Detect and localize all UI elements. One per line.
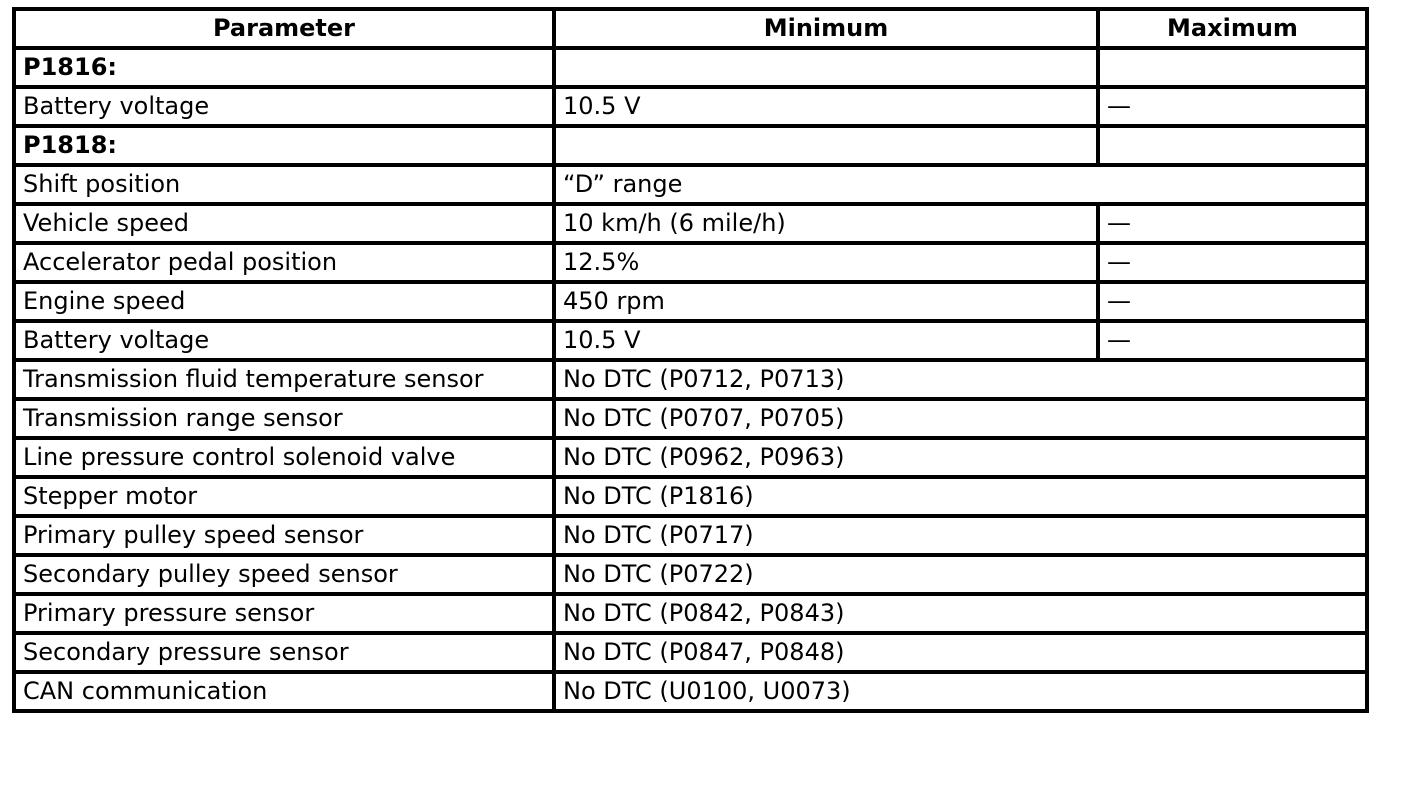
parameter-cell: Battery voltage	[14, 87, 554, 126]
parameter-cell: Vehicle speed	[14, 204, 554, 243]
parameter-cell: Secondary pulley speed sensor	[14, 555, 554, 594]
header-minimum: Minimum	[554, 9, 1098, 48]
maximum-cell	[1098, 48, 1367, 87]
parameter-cell: Accelerator pedal position	[14, 243, 554, 282]
minimum-cell: No DTC (P0847, P0848)	[554, 633, 1367, 672]
parameter-cell: Line pressure control solenoid valve	[14, 438, 554, 477]
maximum-cell: —	[1098, 282, 1367, 321]
table-row	[14, 594, 1367, 633]
maximum-cell: —	[1098, 243, 1367, 282]
minimum-cell	[554, 126, 1098, 165]
table-row	[14, 633, 1367, 672]
group-header-row	[14, 48, 1367, 87]
minimum-cell: No DTC (P0712, P0713)	[554, 360, 1367, 399]
header-maximum: Maximum	[1098, 9, 1367, 48]
minimum-cell: “D” range	[554, 165, 1367, 204]
table-row	[14, 360, 1367, 399]
minimum-cell: 450 rpm	[554, 282, 1098, 321]
table-row	[14, 165, 1367, 204]
minimum-cell: No DTC (U0100, U0073)	[554, 672, 1367, 711]
parameter-cell: Shift position	[14, 165, 554, 204]
minimum-cell: No DTC (P0842, P0843)	[554, 594, 1367, 633]
table-row	[14, 477, 1367, 516]
minimum-cell: 12.5%	[554, 243, 1098, 282]
table-row	[14, 555, 1367, 594]
parameter-cell: Transmission fluid temperature sensor	[14, 360, 554, 399]
table-row	[14, 282, 1367, 321]
table-row	[14, 204, 1367, 243]
minimum-cell: No DTC (P0962, P0963)	[554, 438, 1367, 477]
header-parameter: Parameter	[14, 9, 554, 48]
parameter-cell: CAN communication	[14, 672, 554, 711]
table-row	[14, 516, 1367, 555]
table-row	[14, 321, 1367, 360]
minimum-cell	[554, 48, 1098, 87]
table-row	[14, 87, 1367, 126]
maximum-cell: —	[1098, 204, 1367, 243]
maximum-cell: —	[1098, 321, 1367, 360]
table-row	[14, 672, 1367, 711]
table-header-row	[14, 9, 1367, 48]
conditions-table	[12, 7, 1369, 713]
parameter-cell: Engine speed	[14, 282, 554, 321]
parameter-cell: Transmission range sensor	[14, 399, 554, 438]
minimum-cell: No DTC (P1816)	[554, 477, 1367, 516]
dtc-code-label: P1816:	[14, 48, 554, 87]
maximum-cell: —	[1098, 87, 1367, 126]
parameter-cell: Stepper motor	[14, 477, 554, 516]
maximum-cell	[1098, 126, 1367, 165]
minimum-cell: 10.5 V	[554, 321, 1098, 360]
dtc-code-label: P1818:	[14, 126, 554, 165]
table-row	[14, 438, 1367, 477]
parameter-cell: Battery voltage	[14, 321, 554, 360]
minimum-cell: 10.5 V	[554, 87, 1098, 126]
group-header-row	[14, 126, 1367, 165]
parameter-cell: Primary pulley speed sensor	[14, 516, 554, 555]
parameter-cell: Primary pressure sensor	[14, 594, 554, 633]
parameter-cell: Secondary pressure sensor	[14, 633, 554, 672]
minimum-cell: No DTC (P0722)	[554, 555, 1367, 594]
minimum-cell: No DTC (P0707, P0705)	[554, 399, 1367, 438]
table-row	[14, 243, 1367, 282]
minimum-cell: No DTC (P0717)	[554, 516, 1367, 555]
minimum-cell: 10 km/h (6 mile/h)	[554, 204, 1098, 243]
table-body	[14, 48, 1367, 711]
spec-table-container	[12, 7, 1369, 713]
table-row	[14, 399, 1367, 438]
